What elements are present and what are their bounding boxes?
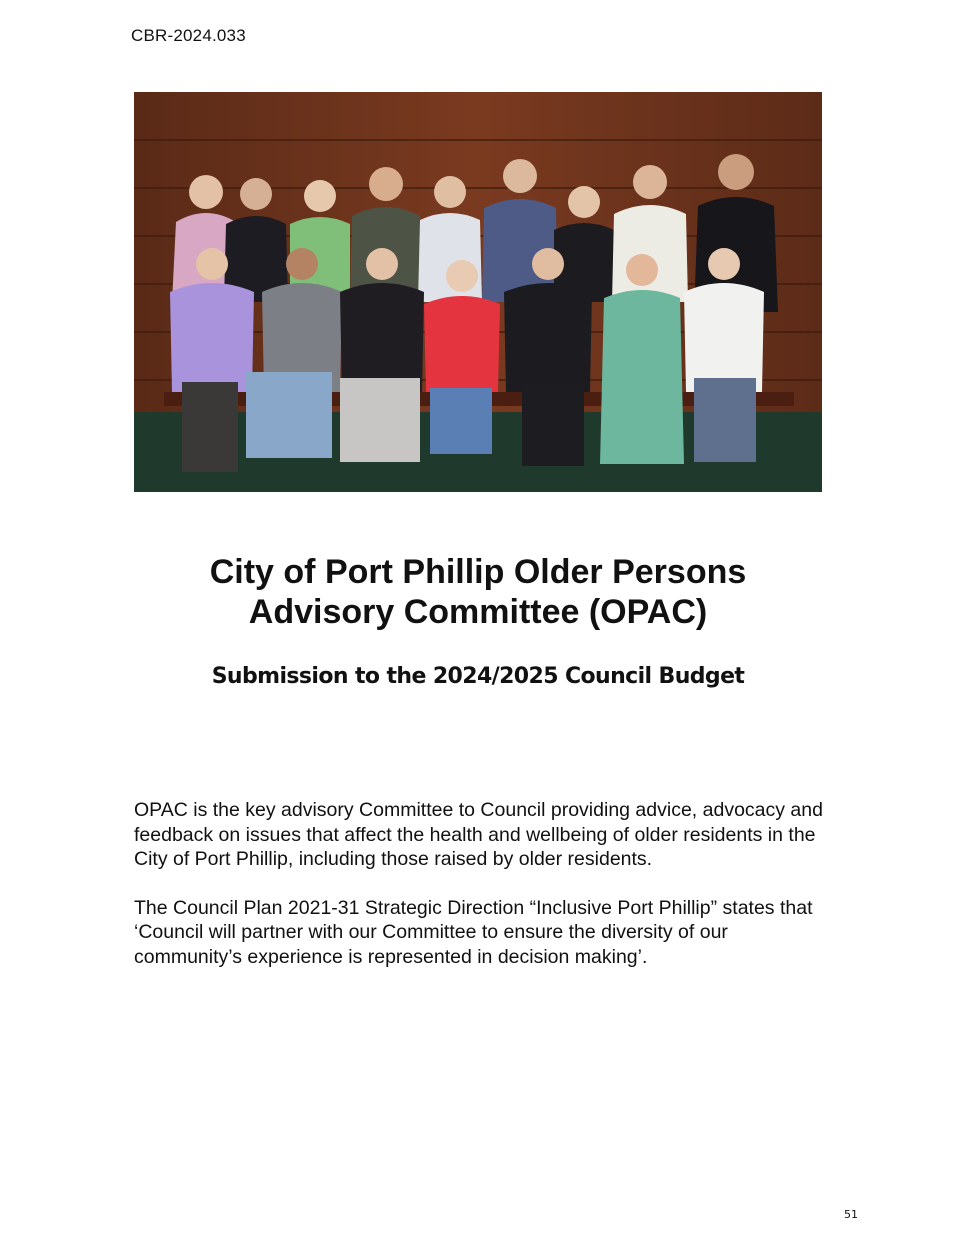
body-text bbox=[134, 798, 834, 994]
page-subtitle: Submission to the 2024/2025 Council Budget bbox=[211, 664, 745, 689]
paragraph-1: OPAC is the key advisory Committee to Council providing advice, advocacy and feedback on issues that affect the health and wellbeing of older residents in the City of Port Phillip, including those raised by older residents. bbox=[134, 799, 823, 871]
page-title bbox=[120, 552, 836, 632]
page-number: 51 bbox=[844, 1208, 858, 1221]
group-photo-icon bbox=[134, 92, 822, 492]
document-reference: CBR-2024.033 bbox=[131, 26, 246, 45]
paragraph-2: The Council Plan 2021-31 Strategic Direction “Inclusive Port Phillip” states that ‘Council will partner with our Committee to ensure the diversity of our community’s experience is represented in decision making’. bbox=[134, 896, 813, 968]
title-line-2: Advisory Committee (OPAC) bbox=[248, 593, 708, 631]
committee-group-photo bbox=[134, 92, 822, 492]
title-line-1: City of Port Phillip Older Persons bbox=[209, 553, 747, 591]
